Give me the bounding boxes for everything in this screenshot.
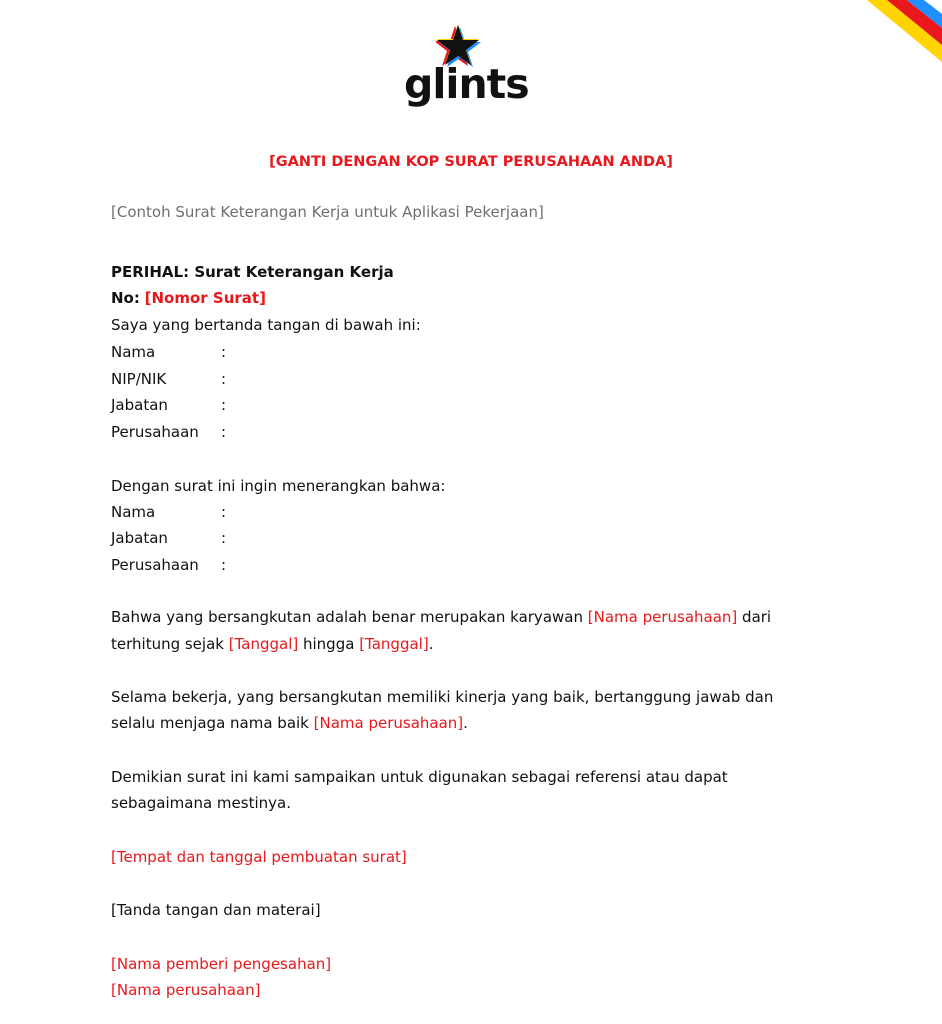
employee-field-nama [111, 502, 226, 522]
field-separator: : [221, 396, 227, 414]
paragraph-performance-line2 [111, 713, 468, 733]
field-separator: : [221, 343, 227, 361]
paragraph-employment-line2 [111, 634, 433, 654]
text-span: Bahwa yang bersangkutan adalah benar merupakan karyawan [111, 608, 588, 626]
signer-field-nip [111, 369, 226, 389]
company-placeholder: [Nama perusahaan] [587, 608, 738, 626]
employee-field-jabatan [111, 528, 226, 548]
field-label: Nama [111, 343, 156, 361]
no-value: [Nomor Surat] [144, 289, 266, 307]
signature-placeholder: [Tanda tangan dan materai] [111, 901, 321, 919]
field-label: Jabatan [111, 529, 168, 547]
approver-name-placeholder: [Nama pemberi pengesahan] [111, 955, 332, 973]
glints-logo [400, 24, 530, 114]
no-label: No: [111, 289, 140, 307]
employee-field-perusahaan [111, 555, 226, 575]
corner-decoration [852, 0, 942, 70]
approver-company-placeholder: [Nama perusahaan] [111, 981, 261, 999]
text-span: terhitung sejak [111, 635, 229, 653]
field-label: Nama [111, 503, 156, 521]
company-placeholder: [Nama perusahaan] [313, 714, 464, 732]
field-separator: : [221, 503, 227, 521]
field-label: Perusahaan [111, 556, 199, 574]
kop-placeholder: [GANTI DENGAN KOP SURAT PERUSAHAAN ANDA] [269, 154, 673, 170]
paragraph-employment-line1 [111, 607, 771, 627]
text-span: . [463, 714, 468, 732]
text-span: selalu menjaga nama baik [111, 714, 314, 732]
field-separator: : [221, 423, 227, 441]
field-label: NIP/NIK [111, 370, 167, 388]
field-label: Perusahaan [111, 423, 199, 441]
text-span: . [428, 635, 434, 653]
nomor-surat [111, 288, 266, 308]
subtitle: [Contoh Surat Keterangan Kerja untuk Aplikasi Pekerjaan] [111, 203, 544, 221]
statement-text: Dengan surat ini ingin menerangkan bahwa: [111, 477, 446, 495]
text-span: hingga [298, 635, 360, 653]
paragraph-performance-line1: Selama bekerja, yang bersangkutan memiliki kinerja yang baik, bertanggung jawab dan [111, 688, 774, 706]
intro-text: Saya yang bertanda tangan di bawah ini: [111, 316, 421, 334]
paragraph-closing-line2: sebagaimana mestinya. [111, 794, 291, 812]
field-separator: : [221, 370, 227, 388]
field-separator: : [221, 556, 227, 574]
signer-field-jabatan [111, 395, 226, 415]
date-placeholder: [Tanggal] [228, 635, 299, 653]
paragraph-closing-line1: Demikian surat ini kami sampaikan untuk digunakan sebagai referensi atau dapat [111, 768, 728, 786]
text-span: dari [737, 608, 772, 626]
field-label: Jabatan [111, 396, 168, 414]
signer-field-nama [111, 342, 226, 362]
perihal: PERIHAL: Surat Keterangan Kerja [111, 263, 394, 281]
field-separator: : [221, 529, 227, 547]
brand-wordmark: glints [404, 60, 529, 108]
date-placeholder: [Tanggal] [359, 635, 429, 653]
signer-field-perusahaan [111, 422, 226, 442]
place-date-placeholder: [Tempat dan tanggal pembuatan surat] [111, 848, 407, 866]
